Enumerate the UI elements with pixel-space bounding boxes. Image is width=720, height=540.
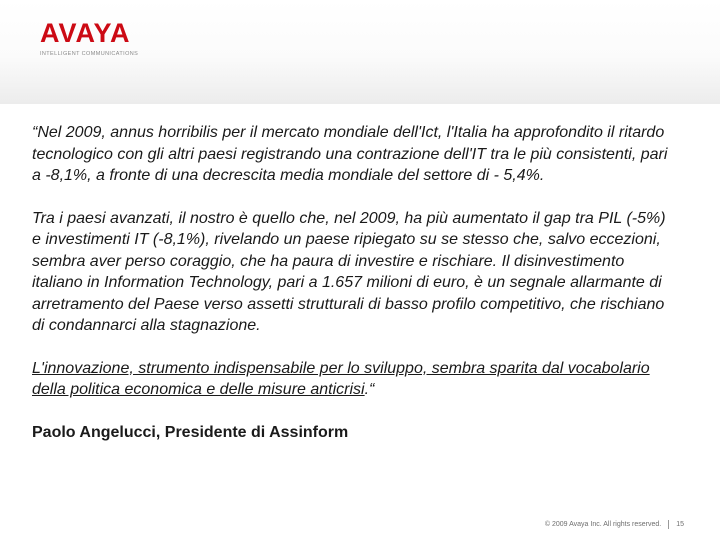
avaya-logo (40, 18, 138, 58)
quote-paragraph-3 (32, 358, 672, 401)
footer-divider (668, 520, 669, 529)
quote-paragraph-2: Tra i paesi avanzati, il nostro è quello che, nel 2009, ha più aumentato il gap tra PIL (-5%) e investimenti IT (-8,1%), rivelando un paese ripiegato su se stesso che, salvo eccezioni, sembra aver perso coraggio, che ha paura di investire e rischiare. Il disinvestimento italiano in Information Technology, pari a 1.657 milioni di euro, è un segnale allarmante di arretramento del Paese verso assetti strutturali di basso profilo competitivo, che rischiano di condannarci alla stagnazione. (32, 209, 666, 334)
logo-tagline: INTELLIGENT COMMUNICATIONS (40, 51, 139, 57)
footer-copyright: © 2009 Avaya Inc. All rights reserved. (544, 521, 662, 528)
header-band (0, 0, 720, 104)
quote-author: Paolo Angelucci, Presidente di Assinform (32, 423, 349, 441)
quote-closing: .“ (364, 381, 375, 398)
quote-paragraph-1: “Nel 2009, annus horribilis per il mercato mondiale dell'Ict, l'Italia ha approfondito il ritardo tecnologico con gli altri paesi registrando una contrazione dell'IT tra le più consistenti, pari a -8,1%, a fronte di una decrescita media mondiale del settore di - 5,4%. (32, 124, 668, 184)
quote-block (32, 122, 672, 443)
footer (545, 520, 684, 529)
quote-underlined-text: L'innovazione, strumento indispensabile per lo sviluppo, sembra sparita dal vocabolario della politica economica e delle misure anticrisi (32, 359, 650, 398)
page-number: 15 (676, 521, 684, 528)
logo-wordmark: AVAYA (40, 18, 131, 48)
